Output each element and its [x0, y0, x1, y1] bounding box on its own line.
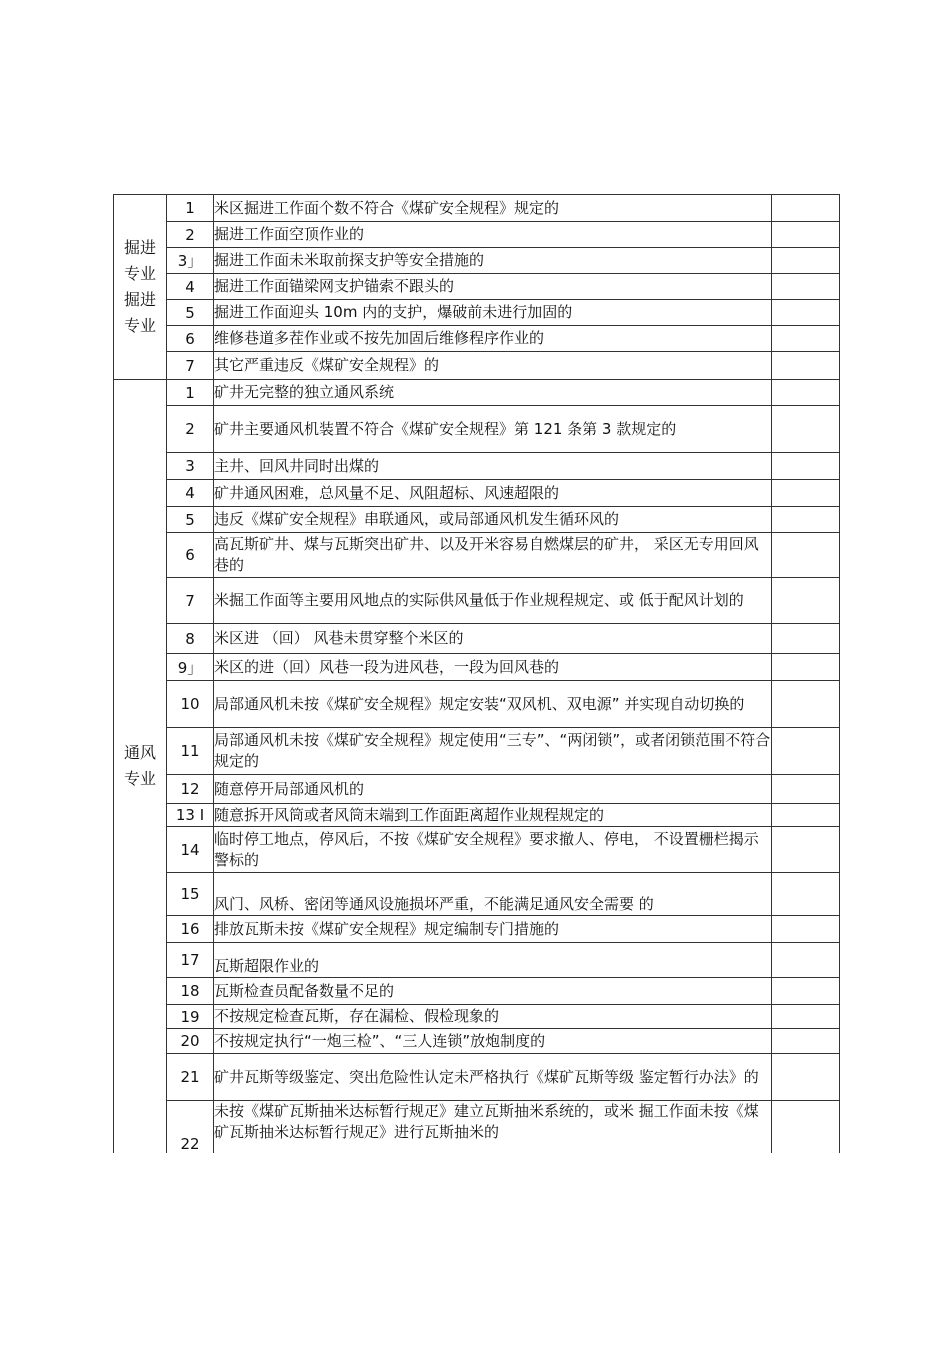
table-row	[114, 352, 840, 380]
table-row	[114, 533, 840, 578]
row-number: 20	[167, 1029, 214, 1054]
table-row	[114, 943, 840, 978]
table-row	[114, 406, 840, 453]
row-number: 12	[167, 775, 214, 804]
remark-cell	[772, 300, 840, 326]
remark-cell	[772, 654, 840, 681]
row-text: 随意停开局部通风机的	[214, 775, 772, 804]
row-text: 掘进工作面未米取前探支护等安全措施的	[214, 248, 772, 274]
remark-cell	[772, 804, 840, 827]
remark-cell	[772, 1005, 840, 1029]
table-row	[114, 300, 840, 326]
remark-cell	[772, 1101, 840, 1153]
remark-cell	[772, 507, 840, 533]
table-row	[114, 728, 840, 775]
table-row	[114, 681, 840, 728]
row-number: 3	[167, 453, 214, 480]
row-number: 18	[167, 978, 214, 1005]
category-line: 掘进	[123, 290, 156, 309]
remark-cell	[772, 681, 840, 728]
row-number: 7	[167, 578, 214, 624]
row-text: 随意拆开风筒或者风筒末端到工作面距离超作业规程规定的	[214, 804, 772, 827]
table-row	[114, 578, 840, 624]
table-row	[114, 507, 840, 533]
remark-cell	[772, 728, 840, 775]
remark-cell	[772, 916, 840, 943]
row-number: 5	[167, 300, 214, 326]
table-row	[114, 1005, 840, 1029]
remark-cell	[772, 978, 840, 1005]
remark-cell	[772, 943, 840, 978]
remark-cell	[772, 274, 840, 300]
row-number: 19	[167, 1005, 214, 1029]
remark-cell	[772, 406, 840, 453]
row-text: 风门、风桥、密闭等通风设施损坏严重，不能满足通风安全需要 的	[214, 873, 772, 916]
row-text: 瓦斯检查员配备数量不足的	[214, 978, 772, 1005]
row-text: 其它严重违反《煤矿安全规程》的	[214, 352, 772, 380]
row-number: 4	[167, 274, 214, 300]
category-line: 掘进	[123, 238, 156, 257]
row-text: 维修巷道多茬作业或不按先加固后维修程序作业的	[214, 326, 772, 352]
row-text: 违反《煤矿安全规程》串联通风，或局部通风机发生循环风的	[214, 507, 772, 533]
row-number: 1	[167, 195, 214, 222]
table-row	[114, 804, 840, 827]
row-text: 未按《煤矿瓦斯抽米达标暂行规疋》建立瓦斯抽米系统的，或米 掘工作面未按《煤矿瓦斯抽米达标暂行规疋》进行瓦斯抽米的	[214, 1101, 772, 1153]
row-number: 16	[167, 916, 214, 943]
row-text: 矿井瓦斯等级鉴定、突出危险性认定未严格执行《煤矿瓦斯等级 鉴定暂行办法》的	[214, 1054, 772, 1101]
table-row	[114, 1054, 840, 1101]
row-text: 瓦斯超限作业的	[214, 943, 772, 978]
row-number: 14	[167, 827, 214, 873]
row-number: 8	[167, 624, 214, 654]
row-text: 米区进 （回） 风巷未贯穿整个米区的	[214, 624, 772, 654]
row-number: 9」	[167, 654, 214, 681]
remark-cell	[772, 873, 840, 916]
row-number: 1	[167, 380, 214, 406]
remark-cell	[772, 453, 840, 480]
row-text: 局部通风机未按《煤矿安全规程》规定使用“三专”、“两闭锁”，或者闭锁范围不符合规定的	[214, 728, 772, 775]
table-row	[114, 775, 840, 804]
category-line: 通风	[123, 743, 156, 763]
row-number: 2	[167, 406, 214, 453]
row-text: 矿井无完整的独立通风系统	[214, 380, 772, 406]
remark-cell	[772, 222, 840, 248]
table-row	[114, 978, 840, 1005]
remark-cell	[772, 775, 840, 804]
table-row	[114, 380, 840, 406]
row-text: 掘进工作面迎头 10m 内的支护，爆破前未进行加固的	[214, 300, 772, 326]
category-line: 专业	[123, 316, 156, 335]
remark-cell	[772, 380, 840, 406]
row-number: 4	[167, 480, 214, 507]
remark-cell	[772, 533, 840, 578]
row-number: 3」	[167, 248, 214, 274]
row-text: 排放瓦斯未按《煤矿安全规程》规定编制专门措施的	[214, 916, 772, 943]
category-line: 专业	[123, 769, 156, 789]
table-row	[114, 1101, 840, 1153]
row-text: 矿井通风困难，总风量不足、风阻超标、风速超限的	[214, 480, 772, 507]
row-text: 不按规定检查瓦斯，存在漏检、假检现象的	[214, 1005, 772, 1029]
table-row	[114, 222, 840, 248]
row-text: 米区掘进工作面个数不符合《煤矿安全规程》规定的	[214, 195, 772, 222]
row-number: 6	[167, 326, 214, 352]
row-text: 矿井主要通风机装置不符合《煤矿安全规程》第 121 条第 3 款规定的	[214, 406, 772, 453]
remark-cell	[772, 480, 840, 507]
row-text: 米掘工作面等主要用风地点的实际供风量低于作业规程规定、或 低于配风计划的	[214, 578, 772, 624]
table-row	[114, 654, 840, 681]
row-number: 21	[167, 1054, 214, 1101]
row-text: 米区的进（回）风巷一段为进风巷，一段为回风巷的	[214, 654, 772, 681]
table-row	[114, 480, 840, 507]
row-number: 15	[167, 873, 214, 916]
row-text: 不按规定执行“一炮三检”、“三人连锁”放炮制度的	[214, 1029, 772, 1054]
row-text: 掘进工作面锚梁网支护锚索不跟头的	[214, 274, 772, 300]
table-row	[114, 873, 840, 916]
row-text: 主井、回风井同时出煤的	[214, 453, 772, 480]
row-number: 11	[167, 728, 214, 775]
table-row	[114, 827, 840, 873]
row-number: 2	[167, 222, 214, 248]
row-text: 掘进工作面空顶作业的	[214, 222, 772, 248]
row-number: 22	[167, 1101, 214, 1153]
remark-cell	[772, 578, 840, 624]
table-row	[114, 274, 840, 300]
row-text: 局部通风机未按《煤矿安全规程》规定安装“双风机、双电源” 并实现自动切换的	[214, 681, 772, 728]
category-line: 专业	[123, 264, 156, 283]
remark-cell	[772, 624, 840, 654]
row-number: 7	[167, 352, 214, 380]
table-row	[114, 195, 840, 222]
category-cell-ventilation	[114, 380, 167, 1153]
row-number: 6	[167, 533, 214, 578]
row-number: 5	[167, 507, 214, 533]
row-number: 10	[167, 681, 214, 728]
table-row	[114, 624, 840, 654]
violation-table	[113, 194, 840, 1153]
table-row	[114, 326, 840, 352]
remark-cell	[772, 248, 840, 274]
remark-cell	[772, 1054, 840, 1101]
category-cell-excavation	[114, 195, 167, 380]
row-text: 临时停工地点，停风后，不按《煤矿安全规程》要求撤人、停电， 不设置栅栏揭示警标的	[214, 827, 772, 873]
table-row	[114, 248, 840, 274]
table-row	[114, 1029, 840, 1054]
row-number: 17	[167, 943, 214, 978]
remark-cell	[772, 1029, 840, 1054]
remark-cell	[772, 352, 840, 380]
table-row	[114, 453, 840, 480]
row-number: 13 I	[167, 804, 214, 827]
row-text: 高瓦斯矿井、煤与瓦斯突出矿井、以及开米容易自燃煤层的矿井， 采区无专用回风巷的	[214, 533, 772, 578]
remark-cell	[772, 326, 840, 352]
remark-cell	[772, 195, 840, 222]
remark-cell	[772, 827, 840, 873]
table-row	[114, 916, 840, 943]
